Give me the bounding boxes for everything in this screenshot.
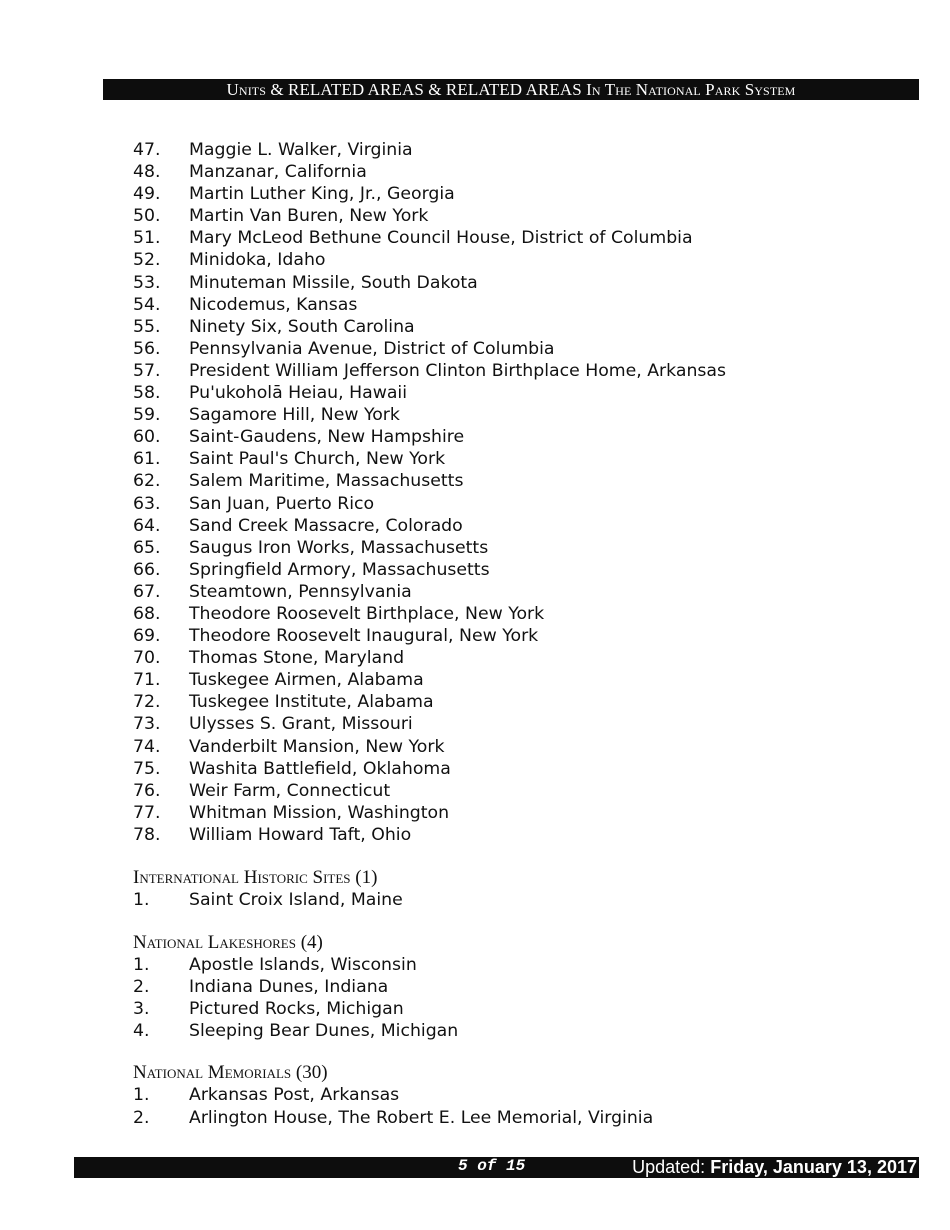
item-number: 1. bbox=[133, 890, 150, 910]
historic-sites-list bbox=[133, 139, 913, 846]
item-number: 57. bbox=[133, 360, 161, 381]
item-text: Saugus Iron Works, Massachusetts bbox=[189, 537, 489, 558]
list-item bbox=[133, 448, 913, 470]
list-item bbox=[133, 1084, 913, 1106]
item-number: 62. bbox=[133, 471, 161, 492]
item-number: 60. bbox=[133, 427, 161, 448]
list-item bbox=[133, 780, 913, 802]
list-item bbox=[133, 581, 913, 603]
list-item bbox=[133, 802, 913, 824]
item-text: Washita Battlefield, Oklahoma bbox=[189, 758, 451, 779]
item-number: 74. bbox=[133, 736, 161, 757]
list-item bbox=[133, 603, 913, 625]
page-footer bbox=[74, 1157, 919, 1178]
item-text: Pu'ukoholā Heiau, Hawaii bbox=[189, 383, 408, 404]
document-body bbox=[133, 139, 913, 1129]
item-text: Martin Van Buren, New York bbox=[189, 206, 429, 227]
national-memorials-list bbox=[133, 1084, 913, 1128]
item-text: Vanderbilt Mansion, New York bbox=[189, 736, 445, 757]
item-number: 54. bbox=[133, 294, 161, 315]
item-text: Mary McLeod Bethune Council House, District of Columbia bbox=[189, 228, 693, 249]
item-text: Whitman Mission, Washington bbox=[189, 802, 450, 823]
item-text: Saint-Gaudens, New Hampshire bbox=[189, 427, 465, 448]
list-item bbox=[133, 647, 913, 669]
item-number: 59. bbox=[133, 405, 161, 426]
page-number: 5 of 15 bbox=[458, 1157, 526, 1175]
item-number: 72. bbox=[133, 692, 161, 713]
updated-date: Friday, January 13, 2017 bbox=[710, 1157, 917, 1177]
item-text: William Howard Taft, Ohio bbox=[189, 824, 412, 845]
item-text: Steamtown, Pennsylvania bbox=[189, 581, 412, 602]
item-number: 47. bbox=[133, 140, 161, 160]
updated-stamp bbox=[632, 1157, 917, 1178]
item-text: Manzanar, California bbox=[189, 162, 367, 183]
list-item bbox=[133, 294, 913, 316]
page-header bbox=[103, 79, 919, 100]
item-number: 75. bbox=[133, 758, 161, 779]
item-number: 76. bbox=[133, 780, 161, 801]
item-number: 51. bbox=[133, 228, 161, 249]
item-text: Tuskegee Airmen, Alabama bbox=[189, 670, 424, 691]
item-text: Minidoka, Idaho bbox=[189, 250, 326, 271]
item-text: Nicodemus, Kansas bbox=[189, 294, 358, 315]
list-item bbox=[133, 161, 913, 183]
item-text: President William Jefferson Clinton Birthplace Home, Arkansas bbox=[189, 360, 727, 381]
item-number: 4. bbox=[133, 1021, 150, 1042]
item-text: San Juan, Puerto Rico bbox=[189, 493, 375, 514]
item-number: 1. bbox=[133, 955, 150, 976]
list-item bbox=[133, 625, 913, 647]
item-text: Sagamore Hill, New York bbox=[189, 405, 400, 426]
list-item bbox=[133, 139, 913, 161]
national-lakeshores-list bbox=[133, 954, 913, 1042]
item-number: 71. bbox=[133, 670, 161, 691]
list-item bbox=[133, 824, 913, 846]
item-number: 73. bbox=[133, 714, 161, 735]
list-item bbox=[133, 360, 913, 382]
list-item bbox=[133, 316, 913, 338]
list-item bbox=[133, 976, 913, 998]
item-text: Sand Creek Massacre, Colorado bbox=[189, 515, 463, 536]
list-item bbox=[133, 404, 913, 426]
list-item bbox=[133, 758, 913, 780]
item-number: 3. bbox=[133, 999, 150, 1020]
item-number: 55. bbox=[133, 316, 161, 337]
item-number: 2. bbox=[133, 977, 150, 998]
item-text: Theodore Roosevelt Birthplace, New York bbox=[189, 603, 545, 624]
item-number: 68. bbox=[133, 603, 161, 624]
list-item bbox=[133, 998, 913, 1020]
item-text: Minuteman Missile, South Dakota bbox=[189, 272, 478, 293]
list-item bbox=[133, 1107, 913, 1129]
national-memorials-heading: National Memorials (30) bbox=[133, 1062, 328, 1084]
item-text: Tuskegee Institute, Alabama bbox=[189, 692, 434, 713]
list-item bbox=[133, 1020, 913, 1042]
item-text: Thomas Stone, Maryland bbox=[189, 648, 405, 669]
item-text: Ninety Six, South Carolina bbox=[189, 316, 415, 337]
updated-label: Updated: bbox=[632, 1157, 706, 1177]
item-number: 78. bbox=[133, 824, 161, 845]
item-number: 69. bbox=[133, 626, 161, 647]
item-text: Springfield Armory, Massachusetts bbox=[189, 559, 490, 580]
list-item bbox=[133, 249, 913, 271]
list-item bbox=[133, 537, 913, 559]
item-text: Weir Farm, Connecticut bbox=[189, 780, 391, 801]
item-number: 49. bbox=[133, 184, 161, 205]
list-item bbox=[133, 493, 913, 515]
item-text: Ulysses S. Grant, Missouri bbox=[189, 714, 413, 735]
list-item bbox=[133, 713, 913, 735]
list-item bbox=[133, 470, 913, 492]
item-number: 50. bbox=[133, 206, 161, 227]
international-historic-sites-list bbox=[133, 889, 913, 911]
item-text: Arlington House, The Robert E. Lee Memorial, Virginia bbox=[189, 1107, 654, 1128]
item-number: 2. bbox=[133, 1107, 150, 1128]
item-text: Salem Maritime, Massachusetts bbox=[189, 471, 464, 492]
item-text: Pennsylvania Avenue, District of Columbia bbox=[189, 338, 555, 359]
item-number: 58. bbox=[133, 383, 161, 404]
item-text: Sleeping Bear Dunes, Michigan bbox=[189, 1021, 459, 1042]
list-item bbox=[133, 954, 913, 976]
list-item bbox=[133, 183, 913, 205]
item-number: 65. bbox=[133, 537, 161, 558]
item-text: Indiana Dunes, Indiana bbox=[189, 977, 389, 998]
list-item bbox=[133, 338, 913, 360]
item-number: 77. bbox=[133, 802, 161, 823]
item-text: Martin Luther King, Jr., Georgia bbox=[189, 184, 455, 205]
item-number: 1. bbox=[133, 1085, 150, 1106]
item-number: 63. bbox=[133, 493, 161, 514]
item-number: 66. bbox=[133, 559, 161, 580]
item-number: 70. bbox=[133, 648, 161, 669]
item-number: 52. bbox=[133, 250, 161, 271]
item-number: 67. bbox=[133, 581, 161, 602]
national-lakeshores-heading: National Lakeshores (4) bbox=[133, 932, 323, 954]
item-number: 64. bbox=[133, 515, 161, 536]
list-item bbox=[133, 426, 913, 448]
item-text: Apostle Islands, Wisconsin bbox=[189, 955, 417, 976]
list-item bbox=[133, 559, 913, 581]
list-item bbox=[133, 205, 913, 227]
international-historic-sites-heading: International Historic Sites (1) bbox=[133, 867, 378, 888]
list-item bbox=[133, 515, 913, 537]
item-number: 61. bbox=[133, 449, 161, 470]
item-number: 48. bbox=[133, 162, 161, 183]
header-title: Units & RELATED AREAS & RELATED AREAS In The National Park System bbox=[226, 79, 796, 99]
list-item bbox=[133, 889, 913, 911]
item-text: Pictured Rocks, Michigan bbox=[189, 999, 404, 1020]
list-item bbox=[133, 691, 913, 713]
item-text: Saint Croix Island, Maine bbox=[189, 890, 403, 910]
list-item bbox=[133, 227, 913, 249]
list-item bbox=[133, 736, 913, 758]
list-item bbox=[133, 669, 913, 691]
item-text: Theodore Roosevelt Inaugural, New York bbox=[189, 626, 539, 647]
item-number: 53. bbox=[133, 272, 161, 293]
list-item bbox=[133, 272, 913, 294]
item-text: Arkansas Post, Arkansas bbox=[189, 1085, 400, 1106]
item-text: Saint Paul's Church, New York bbox=[189, 449, 446, 470]
item-number: 56. bbox=[133, 338, 161, 359]
list-item bbox=[133, 382, 913, 404]
item-text: Maggie L. Walker, Virginia bbox=[189, 140, 413, 160]
